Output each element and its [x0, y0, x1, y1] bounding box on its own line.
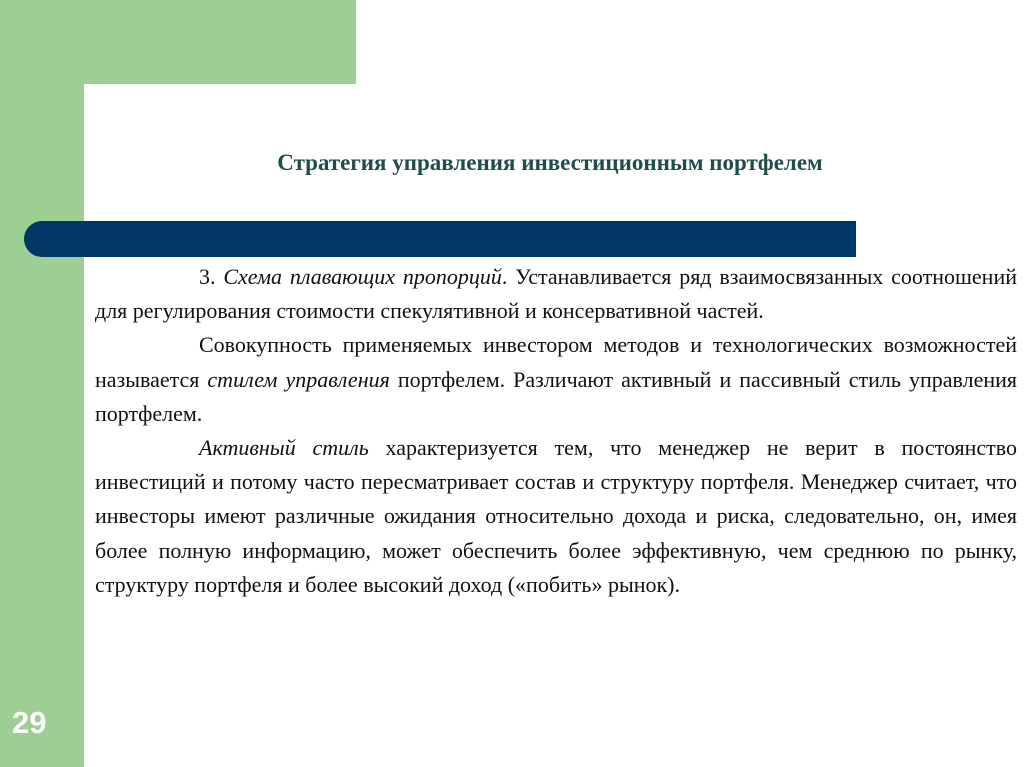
paragraph-floating-proportions [95, 260, 1017, 328]
slide-body [95, 260, 1017, 602]
paragraph-text: портфелем. Различают активный и пассивный стиль управления портфелем. [95, 366, 1017, 426]
decorative-green-left-band [0, 0, 84, 767]
paragraph-text-lead: Совокупность применяемых инвестором методов и технологических возможностей называется [95, 332, 1017, 392]
paragraph-text: . Устанавливается ряд взаимосвязанных соотношений для регулирования стоимости спекулятивной и консервативной частей. [95, 264, 1017, 324]
paragraph-active-style [95, 431, 1017, 602]
decorative-title-bar [24, 221, 856, 257]
term-management-style: стилем управления [207, 366, 390, 392]
term-active-style: Активный стиль [199, 435, 369, 461]
paragraph-management-style [95, 328, 1017, 431]
slide-title: Стратегия управления инвестиционным портфелем [277, 150, 823, 175]
paragraph-number: 3. [199, 264, 224, 289]
term-floating-proportions: Схема плавающих пропорций [223, 264, 502, 289]
page-number: 29 [12, 705, 47, 740]
paragraph-text: характеризуется тем, что менеджер не верит в постоянство инвестиций и потому часто пересматривает состав и структуру портфеля. Менеджер считает, что инвесторы имеют различные ожидания относительно дохода и риска, следовательно, он, имея более полную информацию, может обеспечить более эффективную, чем среднюю по рынку, структуру портфеля и более высокий доход («побить» рынок). [95, 435, 1018, 597]
